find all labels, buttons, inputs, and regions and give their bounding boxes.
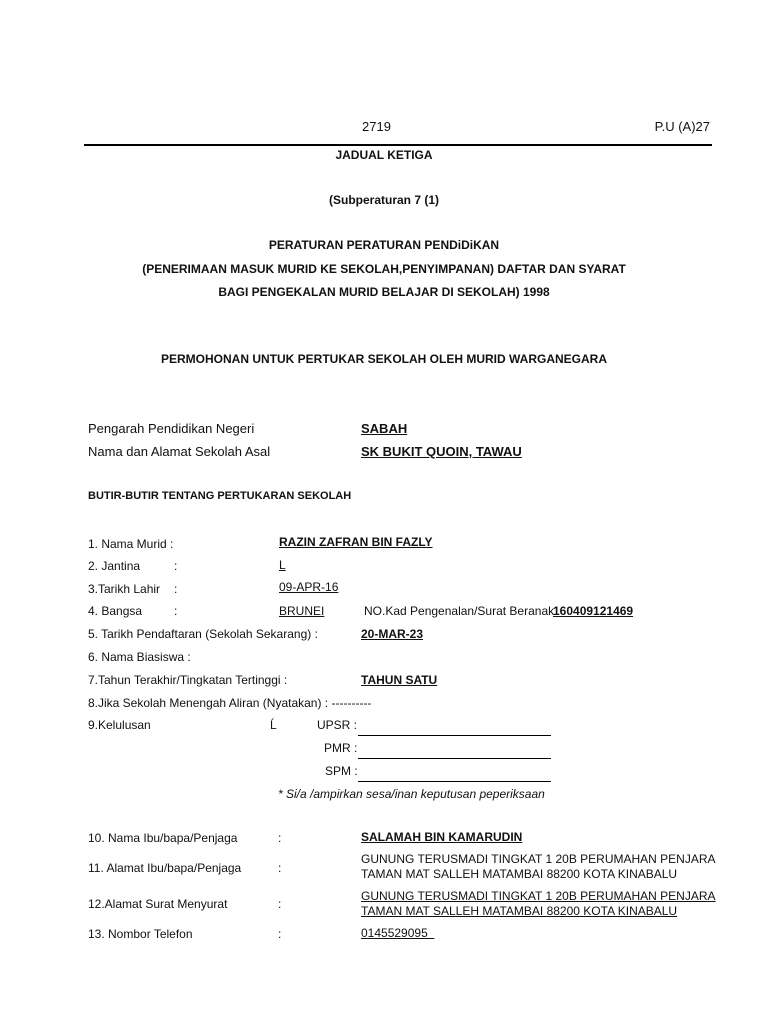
phone-label: 13. Nombor Telefon bbox=[88, 927, 193, 941]
guardian-name-colon: : bbox=[278, 831, 282, 845]
regulation-line-2: (PENERIMAAN MASUK MURID KE SEKOLAH,PENYIMPANAN) DAFTAR DAN SYARAT bbox=[142, 262, 626, 276]
last-year-label: 7.Tahun Terakhir/Tingkatan Tertinggi : bbox=[88, 673, 288, 687]
student-name-value: RAZIN ZAFRAN BIN FAZLY bbox=[279, 535, 433, 549]
guardian-address-colon: : bbox=[278, 861, 282, 875]
upsr-label: UPSR : bbox=[317, 718, 358, 732]
school-label: Nama dan Alamat Sekolah Asal bbox=[88, 444, 271, 459]
school-value: SK BUKIT QUOIN, TAWAU bbox=[361, 444, 522, 459]
mailing-address-line-1: GUNUNG TERUSMADI TINGKAT 1 20B PERUMAHAN PENJARA bbox=[361, 889, 716, 903]
mailing-address-label: 12.Alamat Surat Menyurat bbox=[88, 897, 228, 911]
regulation-line-3: BAGI PENGEKALAN MURID BELAJAR DI SEKOLAH) 1998 bbox=[218, 285, 550, 299]
secondary-stream-label: 8.Jika Sekolah Menengah Aliran (Nyatakan) : ---------- bbox=[88, 696, 372, 710]
pmr-line bbox=[358, 758, 551, 759]
birthdate-label: 3.Tarikh Lahir bbox=[88, 582, 161, 596]
phone-colon: : bbox=[278, 927, 282, 941]
qualification-mark: Ĺ bbox=[270, 718, 277, 732]
exam-note: * Si/a /ampirkan sesa/inan keputusan peperiksaan bbox=[278, 787, 545, 801]
header-rule bbox=[84, 144, 712, 146]
race-colon: : bbox=[174, 604, 178, 618]
birthdate-value: 09-APR-16 bbox=[279, 580, 339, 594]
reference-number: P.U (A)27 bbox=[654, 119, 710, 134]
ic-value: 160409121469 bbox=[553, 604, 634, 618]
upsr-line bbox=[358, 735, 551, 736]
gender-colon: : bbox=[174, 559, 178, 573]
director-label: Pengarah Pendidikan Negeri bbox=[88, 421, 255, 436]
race-label: 4. Bangsa bbox=[88, 604, 143, 618]
guardian-name-value: SALAMAH BIN KAMARUDIN bbox=[361, 830, 523, 844]
form-title: PERMOHONAN UNTUK PERTUKAR SEKOLAH OLEH MURID WARGANEGARA bbox=[161, 352, 607, 366]
director-value: SABAH bbox=[361, 421, 408, 436]
gender-value: L bbox=[279, 558, 286, 572]
schedule-title: JADUAL KETIGA bbox=[335, 148, 433, 162]
page-number: 2719 bbox=[362, 119, 391, 134]
guardian-address-line-2: TAMAN MAT SALLEH MATAMBAI 88200 KOTA KINABALU bbox=[361, 867, 678, 881]
spm-label: SPM : bbox=[325, 764, 358, 778]
registration-date-value: 20-MAR-23 bbox=[361, 627, 424, 641]
race-value: BRUNEI bbox=[279, 604, 325, 618]
guardian-address-line-1: GUNUNG TERUSMADI TINGKAT 1 20B PERUMAHAN PENJARA bbox=[361, 852, 716, 866]
qualification-label: 9.Kelulusan bbox=[88, 718, 151, 732]
mailing-address-line-2: TAMAN MAT SALLEH MATAMBAI 88200 KOTA KINABALU bbox=[361, 904, 678, 918]
ic-label: NO.Kad Pengenalan/Surat Beranak bbox=[364, 604, 555, 618]
registration-date-label: 5. Tarikh Pendaftaran (Sekolah Sekarang) : bbox=[88, 627, 318, 641]
guardian-name-label: 10. Nama Ibu/bapa/Penjaga bbox=[88, 831, 238, 845]
section-title: BUTIR-BUTIR TENTANG PERTUKARAN SEKOLAH bbox=[88, 490, 352, 502]
sub-regulation: (Subperaturan 7 (1) bbox=[328, 193, 439, 207]
student-name-label: 1. Nama Murid : bbox=[88, 537, 174, 551]
birthdate-colon: : bbox=[174, 582, 178, 596]
pmr-label: PMR : bbox=[324, 741, 358, 755]
guardian-address-label: 11. Alamat Ibu/bapa/Penjaga bbox=[88, 861, 242, 875]
spm-line bbox=[358, 781, 551, 782]
phone-value: 0145529095 bbox=[361, 926, 435, 940]
gender-label: 2. Jantina bbox=[88, 559, 141, 573]
scholarship-label: 6. Nama Biasiswa : bbox=[88, 650, 191, 664]
regulation-line-1: PERATURAN PERATURAN PENDiDiKAN bbox=[268, 238, 500, 252]
mailing-address-colon: : bbox=[278, 897, 282, 911]
last-year-value: TAHUN SATU bbox=[361, 673, 438, 687]
